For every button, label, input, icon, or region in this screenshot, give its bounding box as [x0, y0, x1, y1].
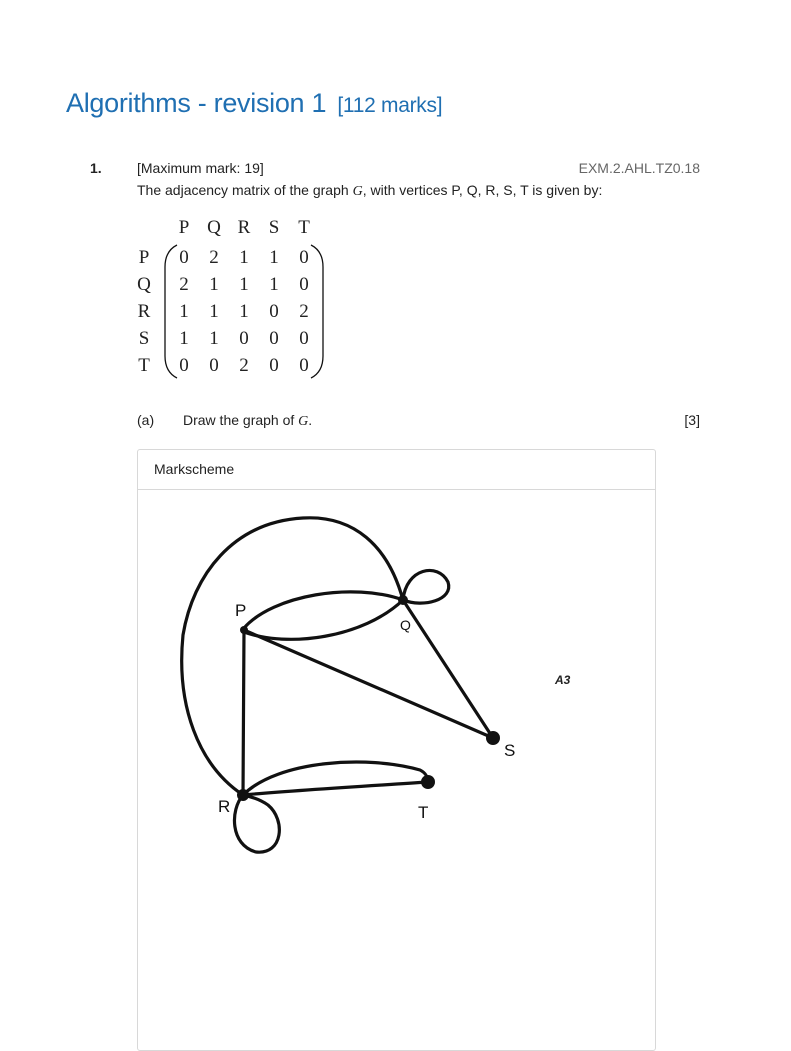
- matrix-cell: 2: [209, 247, 219, 268]
- edge-q-q-loop: [403, 570, 449, 603]
- question-code: EXM.2.AHL.TZ0.18: [578, 160, 700, 176]
- matrix-cell: 2: [299, 301, 309, 322]
- question-number: 1.: [90, 160, 102, 176]
- matrix-cell: 0: [179, 355, 189, 376]
- matrix-row-label: T: [138, 355, 150, 376]
- vertex-q: [398, 595, 408, 605]
- page-title: [66, 88, 442, 119]
- matrix-cell: 0: [269, 328, 279, 349]
- title-text: Algorithms - revision 1: [66, 88, 327, 118]
- matrix-cell: 0: [299, 355, 309, 376]
- matrix-cell: 1: [209, 274, 219, 295]
- vertex-label-p: P: [235, 601, 247, 620]
- matrix-cell: 0: [239, 328, 249, 349]
- matrix-cell: 1: [179, 301, 189, 322]
- right-parenthesis: [311, 245, 323, 378]
- vertex-label-t: T: [418, 803, 429, 822]
- matrix-cell: 1: [209, 301, 219, 322]
- part-a-text: [183, 412, 312, 430]
- edge-r-t-upper: [243, 762, 428, 795]
- matrix-row-label: Q: [137, 274, 151, 295]
- stem-text-after: , with vertices P, Q, R, S, T is given by:: [362, 182, 603, 198]
- edge-p-q-upper: [244, 592, 403, 628]
- edge-p-r: [243, 630, 244, 795]
- matrix-cell: 0: [179, 247, 189, 268]
- part-a-graph-symbol: G: [298, 414, 309, 429]
- matrix-cell: 1: [239, 274, 249, 295]
- matrix-col-label: Q: [207, 217, 221, 238]
- vertex-label-s: S: [504, 741, 516, 760]
- matrix-row-label: P: [138, 247, 150, 268]
- edge-q-r: [182, 518, 403, 795]
- matrix-cell: 1: [269, 274, 279, 295]
- markscheme-heading: Markscheme: [138, 450, 655, 490]
- question-stem: [137, 182, 602, 200]
- matrix-col-label: T: [298, 217, 310, 238]
- matrix-cell: 0: [299, 247, 309, 268]
- matrix-col-label: P: [178, 217, 190, 238]
- part-a-marks: [3]: [684, 412, 700, 428]
- matrix-cell: 1: [239, 301, 249, 322]
- vertex-label-r: R: [218, 797, 231, 816]
- matrix-row-label: R: [137, 301, 151, 322]
- matrix-col-label: S: [268, 217, 280, 238]
- matrix-parentheses: [135, 214, 337, 388]
- matrix-cell: 0: [269, 301, 279, 322]
- matrix-cell: 1: [179, 328, 189, 349]
- stem-text-before: The adjacency matrix of the graph: [137, 182, 353, 198]
- maximum-mark: [Maximum mark: 19]: [137, 160, 264, 176]
- matrix-cell: 0: [299, 274, 309, 295]
- graph-symbol: G: [352, 184, 363, 199]
- award-marks: A3: [555, 673, 571, 687]
- matrix-cell: 1: [269, 247, 279, 268]
- vertex-label-q: Q: [400, 617, 411, 633]
- matrix-cell: 1: [209, 328, 219, 349]
- matrix-cell: 1: [239, 247, 249, 268]
- matrix-cell: 0: [209, 355, 219, 376]
- matrix-cell: 0: [269, 355, 279, 376]
- edge-p-s: [244, 630, 493, 738]
- graph-drawing: [138, 450, 655, 1050]
- matrix-col-label: R: [237, 217, 251, 238]
- vertex-s: [486, 731, 500, 745]
- left-parenthesis: [165, 245, 177, 378]
- edge-r-t-lower: [243, 782, 428, 795]
- matrix-cell: 0: [299, 328, 309, 349]
- matrix-cell: 2: [239, 355, 249, 376]
- vertex-r: [237, 789, 249, 801]
- part-a-text-before: Draw the graph of: [183, 412, 299, 428]
- part-a-label: (a): [137, 412, 155, 428]
- part-a-text-after: .: [308, 412, 313, 428]
- markscheme-box: [137, 449, 656, 1051]
- vertex-p: [240, 626, 248, 634]
- matrix-cell: 2: [179, 274, 189, 295]
- title-marks: [112 marks]: [337, 94, 443, 117]
- edge-p-q-lower: [244, 600, 403, 639]
- edge-r-r-loop: [234, 795, 279, 852]
- vertex-t: [421, 775, 435, 789]
- matrix-row-label: S: [138, 328, 150, 349]
